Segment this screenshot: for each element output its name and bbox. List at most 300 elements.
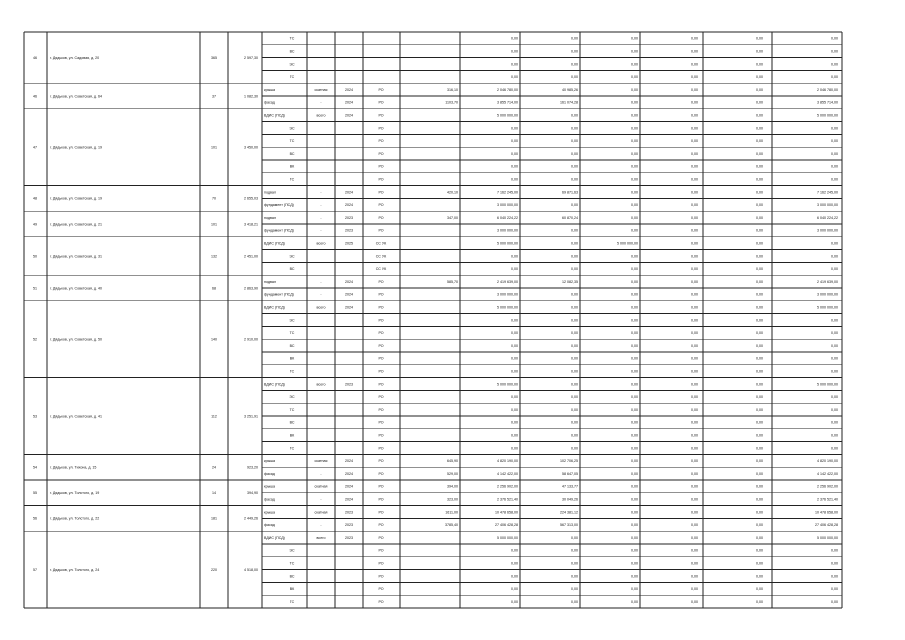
volume-cell: 1103,70 [445, 100, 458, 105]
value-cell: 0,00 [631, 343, 638, 348]
value-cell: 0,00 [631, 433, 638, 438]
system-code-cell: ВС [289, 49, 295, 54]
value-cell: 0,00 [691, 215, 698, 220]
area-cell: 4 518,00 [244, 567, 258, 572]
value-cell: 0,00 [571, 599, 578, 604]
address-cell: г. Дядьков, ул. Советская, д. 41 [50, 414, 102, 419]
system-code-cell: ГС [289, 177, 295, 182]
row-number: 56 [33, 516, 37, 521]
funding-cell: РО [378, 139, 384, 144]
value-cell: 0,00 [631, 177, 638, 182]
value-cell: 0,00 [756, 523, 763, 528]
system-code-cell: ВС [289, 420, 295, 425]
total-cost-cell: 0,00 [511, 407, 518, 412]
value-cell: 0,00 [691, 356, 698, 361]
value-cell: 0,00 [571, 587, 578, 592]
total-cost-cell: 0,00 [511, 267, 518, 272]
type-cell: всего [316, 241, 326, 246]
total-cost-cell: 0,00 [511, 318, 518, 323]
value-cell: 2 419 639,00 [817, 279, 838, 284]
value-cell: 0,00 [691, 535, 698, 540]
value-cell: 40 985,26 [562, 87, 578, 92]
year-cell: 2024 [345, 459, 353, 464]
address-cell: г. Дядьков, ул. Советская, д. 19 [50, 196, 102, 201]
value-cell: 0,00 [691, 343, 698, 348]
value-cell: 0,00 [831, 574, 838, 579]
year-cell: 2024 [345, 100, 353, 105]
value-cell: 0,00 [631, 471, 638, 476]
volume-cell: 347,00 [447, 215, 458, 220]
value-cell: 0,00 [831, 267, 838, 272]
volume-cell: 585,70 [447, 279, 458, 284]
value-cell: 4 142 422,00 [817, 471, 838, 476]
address-cell: г. Дядьков, ул. Советская, д. 19 [50, 145, 102, 150]
value-cell: 0,00 [631, 228, 638, 233]
year-cell: 2023 [345, 382, 353, 387]
funding-cell: РО [378, 292, 384, 297]
funding-cell: РО [378, 87, 384, 92]
year-cell: 2025 [345, 241, 353, 246]
total-cost-cell: 0,00 [511, 356, 518, 361]
total-cost-cell: 0,00 [511, 369, 518, 374]
funding-cell: РО [378, 574, 384, 579]
year-cell: 2024 [345, 292, 353, 297]
value-cell: 5 000 000,00 [617, 241, 638, 246]
value-cell: 0,00 [631, 279, 638, 284]
year-cell: 2024 [345, 497, 353, 502]
value-cell: 0,00 [691, 318, 698, 323]
area-cell: 2 863,90 [244, 286, 258, 291]
value-cell: 0,00 [756, 87, 763, 92]
value-cell: 0,00 [756, 510, 763, 515]
value-cell: 0,00 [571, 62, 578, 67]
value-cell: 58 647,05 [562, 471, 578, 476]
value-cell: 3 855 714,00 [817, 100, 838, 105]
work-cell: ВДИС (ПСД) [264, 305, 285, 310]
volume-cell: 645,90 [447, 459, 458, 464]
volume-cell: 316,10 [447, 87, 458, 92]
value-cell: 0,00 [691, 382, 698, 387]
value-cell: 0,00 [631, 126, 638, 131]
value-cell: 0,00 [756, 139, 763, 144]
apartments-cell: 37 [212, 94, 216, 99]
total-cost-cell: 0,00 [511, 433, 518, 438]
row-number: 57 [33, 567, 37, 572]
value-cell: 0,00 [631, 395, 638, 400]
value-cell: 0,00 [756, 535, 763, 540]
value-cell: 0,00 [571, 318, 578, 323]
work-cell: крыша [264, 87, 276, 92]
value-cell: 102 706,25 [560, 459, 578, 464]
total-cost-cell: 2 376 521,40 [497, 497, 518, 502]
value-cell: 0,00 [571, 356, 578, 361]
system-code-cell: ТС [289, 407, 295, 412]
apartments-cell: 132 [211, 254, 217, 259]
area-cell: 2 597,30 [244, 55, 258, 60]
value-cell: 0,00 [831, 36, 838, 41]
value-cell: 0,00 [571, 113, 578, 118]
value-cell: 47 133,77 [562, 484, 578, 489]
total-cost-cell: 0,00 [511, 574, 518, 579]
value-cell: 0,00 [756, 395, 763, 400]
value-cell: 0,00 [831, 420, 838, 425]
row-number: 52 [33, 337, 37, 342]
system-code-cell: ГС [289, 446, 295, 451]
apartments-cell: 181 [211, 516, 217, 521]
value-cell: 0,00 [756, 318, 763, 323]
value-cell: 0,00 [631, 407, 638, 412]
year-cell: 2023 [345, 215, 353, 220]
value-cell: 0,00 [571, 574, 578, 579]
year-cell: 2024 [345, 484, 353, 489]
value-cell: 0,00 [631, 497, 638, 502]
value-cell: 0,00 [831, 395, 838, 400]
value-cell: 7 162 245,00 [817, 190, 838, 195]
system-code-cell: ВК [289, 164, 295, 169]
address-cell: г. Дядьков, ул. Советская, д. 40 [50, 286, 102, 291]
value-cell: 0,00 [756, 343, 763, 348]
value-cell: 27 406 428,28 [815, 523, 838, 528]
value-cell: 0,00 [571, 561, 578, 566]
value-cell: 0,00 [571, 395, 578, 400]
type-cell: всего [316, 305, 326, 310]
funding-cell: РО [378, 446, 384, 451]
value-cell: 0,00 [571, 548, 578, 553]
total-cost-cell: 3 000 000,00 [497, 228, 518, 233]
type-cell: - [320, 497, 322, 502]
area-cell: 2 655,03 [244, 196, 258, 201]
value-cell: 3 000 000,00 [817, 203, 838, 208]
value-cell: 0,00 [756, 471, 763, 476]
value-cell: 2 256 902,00 [817, 484, 838, 489]
apartments-cell: 70 [212, 196, 216, 201]
value-cell: 0,00 [756, 574, 763, 579]
area-cell: 3 450,00 [244, 145, 258, 150]
type-cell: - [320, 203, 322, 208]
row-number: 53 [33, 414, 37, 419]
total-cost-cell: 6 040 224,22 [497, 215, 518, 220]
work-cell: ВДИС (ПСД) [264, 535, 285, 540]
value-cell: 0,00 [571, 228, 578, 233]
value-cell: 69 871,63 [562, 190, 578, 195]
value-cell: 0,00 [831, 49, 838, 54]
value-cell: 0,00 [631, 292, 638, 297]
funding-cell: РО [378, 343, 384, 348]
row-number: 54 [33, 465, 37, 470]
value-cell: 0,00 [691, 574, 698, 579]
volume-cell: 1611,00 [445, 510, 458, 515]
system-code-cell: ВС [289, 343, 295, 348]
total-cost-cell: 0,00 [511, 331, 518, 336]
funding-cell: СС УК [375, 241, 387, 246]
value-cell: 0,00 [691, 395, 698, 400]
value-cell: 0,00 [691, 433, 698, 438]
value-cell: 0,00 [631, 382, 638, 387]
type-cell: - [320, 215, 322, 220]
value-cell: 12 082,35 [562, 279, 578, 284]
system-code-cell: ТС [289, 36, 295, 41]
value-cell: 0,00 [831, 139, 838, 144]
value-cell: 0,00 [756, 75, 763, 80]
value-cell: 0,00 [691, 407, 698, 412]
total-cost-cell: 0,00 [511, 446, 518, 451]
value-cell: 0,00 [631, 369, 638, 374]
value-cell: 5 000 000,00 [817, 535, 838, 540]
value-cell: 0,00 [756, 331, 763, 336]
apartments-cell: 140 [211, 337, 217, 342]
total-cost-cell: 5 000 000,00 [497, 113, 518, 118]
work-cell: ВДИС (ПСД) [264, 113, 285, 118]
area-cell: 394,90 [247, 491, 258, 496]
value-cell: 0,00 [571, 382, 578, 387]
value-cell: 0,00 [831, 446, 838, 451]
value-cell: 0,00 [691, 279, 698, 284]
type-cell: всего [316, 382, 326, 387]
value-cell: 5 000 000,00 [817, 382, 838, 387]
value-cell: 0,00 [831, 62, 838, 67]
funding-cell: РО [378, 523, 384, 528]
address-cell: г. Дядьков, ул. Толстого, д. 22 [50, 516, 100, 521]
value-cell: 0,00 [631, 100, 638, 105]
value-cell: 0,00 [756, 151, 763, 156]
value-cell: 0,00 [691, 177, 698, 182]
area-cell: 3 251,91 [244, 414, 258, 419]
value-cell: 0,00 [691, 599, 698, 604]
funding-cell: РО [378, 535, 384, 540]
value-cell: 0,00 [756, 497, 763, 502]
type-cell: всего [316, 113, 326, 118]
funding-cell: РО [378, 497, 384, 502]
funding-cell: РО [378, 587, 384, 592]
area-cell: 923,20 [247, 465, 258, 470]
value-cell: 0,00 [631, 318, 638, 323]
value-cell: 0,00 [831, 433, 838, 438]
value-cell: 0,00 [571, 203, 578, 208]
funding-cell: РО [378, 126, 384, 131]
value-cell: 0,00 [691, 548, 698, 553]
work-cell: фундамент (ПСД) [264, 203, 294, 208]
value-cell: 0,00 [691, 331, 698, 336]
funding-cell: РО [378, 407, 384, 412]
work-cell: крыша [264, 510, 276, 515]
value-cell: 0,00 [631, 305, 638, 310]
value-cell: 3 000 000,00 [817, 228, 838, 233]
value-cell: 0,00 [631, 215, 638, 220]
value-cell: 0,00 [756, 215, 763, 220]
volume-cell: 3785,40 [445, 523, 458, 528]
value-cell: 0,00 [571, 241, 578, 246]
funding-cell: РО [378, 420, 384, 425]
funding-cell: РО [378, 151, 384, 156]
row-number: 46 [33, 55, 37, 60]
value-cell: 0,00 [756, 267, 763, 272]
funding-cell: РО [378, 356, 384, 361]
row-number: 50 [33, 254, 37, 259]
value-cell: 0,00 [631, 190, 638, 195]
value-cell: 0,00 [691, 587, 698, 592]
system-code-cell: ВС [289, 574, 295, 579]
value-cell: 0,00 [691, 151, 698, 156]
system-code-cell: ВК [289, 587, 295, 592]
funding-cell: РО [378, 318, 384, 323]
value-cell: 0,00 [756, 548, 763, 553]
value-cell: 30 049,26 [562, 497, 578, 502]
value-cell: 0,00 [631, 484, 638, 489]
total-cost-cell: 0,00 [511, 126, 518, 131]
value-cell: 0,00 [631, 254, 638, 259]
year-cell: 2023 [345, 535, 353, 540]
row-number: 48 [33, 196, 37, 201]
area-cell: 1 082,30 [244, 94, 258, 99]
apartments-cell: 68 [212, 286, 216, 291]
value-cell: 0,00 [756, 36, 763, 41]
funding-cell: РО [378, 510, 384, 515]
value-cell: 5 000 000,00 [817, 305, 838, 310]
row-number: 51 [33, 286, 37, 291]
work-cell: фасад [264, 497, 275, 502]
value-cell: 0,00 [631, 87, 638, 92]
total-cost-cell: 3 855 714,00 [497, 100, 518, 105]
total-cost-cell: 5 000 000,00 [497, 305, 518, 310]
funding-cell: РО [378, 395, 384, 400]
total-cost-cell: 0,00 [511, 599, 518, 604]
value-cell: 0,00 [631, 75, 638, 80]
total-cost-cell: 2 419 639,00 [497, 279, 518, 284]
total-cost-cell: 2 256 902,00 [497, 484, 518, 489]
value-cell: 567 313,00 [560, 523, 578, 528]
address-cell: г. Дядьков, ул. Советская, д. 21 [50, 222, 102, 227]
value-cell: 0,00 [756, 203, 763, 208]
value-cell: 0,00 [691, 113, 698, 118]
work-cell: подвал [264, 279, 276, 284]
funding-cell: РО [378, 369, 384, 374]
row-number: 47 [33, 145, 37, 150]
system-code-cell: ЭС [289, 395, 295, 400]
area-cell: 2 451,00 [244, 254, 258, 259]
value-cell: 0,00 [571, 139, 578, 144]
value-cell: 60 870,24 [562, 215, 578, 220]
funding-cell: РО [378, 100, 384, 105]
value-cell: 0,00 [691, 484, 698, 489]
work-cell: ВДИС (ПСД) [264, 382, 285, 387]
funding-cell: РО [378, 561, 384, 566]
work-cell: подвал [264, 215, 276, 220]
total-cost-cell: 10 478 658,00 [495, 510, 518, 515]
value-cell: 0,00 [691, 87, 698, 92]
value-cell: 0,00 [756, 254, 763, 259]
value-cell: 0,00 [691, 497, 698, 502]
total-cost-cell: 0,00 [511, 254, 518, 259]
value-cell: 0,00 [571, 292, 578, 297]
value-cell: 0,00 [631, 587, 638, 592]
value-cell: 161 074,28 [560, 100, 578, 105]
year-cell: 2024 [345, 190, 353, 195]
value-cell: 0,00 [631, 151, 638, 156]
total-cost-cell: 5 000 000,00 [497, 535, 518, 540]
value-cell: 0,00 [831, 241, 838, 246]
value-cell: 0,00 [756, 369, 763, 374]
year-cell: 2024 [345, 203, 353, 208]
value-cell: 224 381,12 [560, 510, 578, 515]
value-cell: 0,00 [691, 510, 698, 515]
value-cell: 0,00 [691, 36, 698, 41]
value-cell: 0,00 [831, 75, 838, 80]
funding-cell: РО [378, 215, 384, 220]
value-cell: 0,00 [691, 369, 698, 374]
apartments-cell: 24 [212, 465, 216, 470]
type-cell: - [320, 471, 322, 476]
value-cell: 0,00 [631, 561, 638, 566]
value-cell: 0,00 [631, 599, 638, 604]
value-cell: 6 040 224,22 [817, 215, 838, 220]
system-code-cell: ЭС [289, 254, 295, 259]
value-cell: 10 478 658,00 [815, 510, 838, 515]
funding-cell: РО [378, 433, 384, 438]
value-cell: 0,00 [571, 164, 578, 169]
apartments-cell: 220 [211, 567, 217, 572]
apartments-cell: 365 [211, 55, 217, 60]
value-cell: 0,00 [756, 420, 763, 425]
row-number: 46 [33, 94, 37, 99]
value-cell: 0,00 [691, 62, 698, 67]
value-cell: 0,00 [756, 484, 763, 489]
value-cell: 0,00 [756, 382, 763, 387]
value-cell: 0,00 [691, 241, 698, 246]
value-cell: 0,00 [756, 446, 763, 451]
year-cell: 2024 [345, 279, 353, 284]
year-cell: 2024 [345, 113, 353, 118]
value-cell: 0,00 [631, 548, 638, 553]
total-cost-cell: 0,00 [511, 548, 518, 553]
value-cell: 0,00 [831, 254, 838, 259]
value-cell: 0,00 [691, 228, 698, 233]
year-cell: 2023 [345, 510, 353, 515]
value-cell: 0,00 [756, 62, 763, 67]
system-code-cell: ВС [289, 151, 295, 156]
value-cell: 0,00 [631, 139, 638, 144]
area-cell: 2 449,26 [244, 516, 258, 521]
value-cell: 0,00 [631, 420, 638, 425]
system-code-cell: ГС [289, 599, 295, 604]
system-code-cell: ТС [289, 561, 295, 566]
system-code-cell: ВС [289, 267, 295, 272]
work-cell: фундамент (ПСД) [264, 228, 294, 233]
system-code-cell: ЭС [289, 62, 295, 67]
work-cell: крыша [264, 459, 276, 464]
total-cost-cell: 4 142 422,00 [497, 471, 518, 476]
value-cell: 0,00 [691, 459, 698, 464]
value-cell: 0,00 [691, 49, 698, 54]
funding-cell: СС УК [375, 254, 387, 259]
total-cost-cell: 3 000 000,00 [497, 203, 518, 208]
system-code-cell: ТС [289, 139, 295, 144]
system-code-cell: ГС [289, 75, 295, 80]
address-cell: г. Дядьков, ул. Толстого, д. 24 [50, 567, 100, 572]
system-code-cell: ЭС [289, 126, 295, 131]
value-cell: 0,00 [831, 331, 838, 336]
funding-cell: РО [378, 484, 384, 489]
value-cell: 2 046 780,00 [817, 87, 838, 92]
system-code-cell: ВК [289, 356, 295, 361]
value-cell: 0,00 [756, 164, 763, 169]
apartments-cell: 14 [212, 491, 216, 496]
area-cell: 3 418,21 [244, 222, 258, 227]
address-cell: г. Дядьков, ул. Советская, д. 50 [50, 337, 102, 342]
work-cell: крыша [264, 484, 276, 489]
value-cell: 0,00 [691, 305, 698, 310]
row-number: 55 [33, 491, 37, 496]
value-cell: 0,00 [756, 279, 763, 284]
